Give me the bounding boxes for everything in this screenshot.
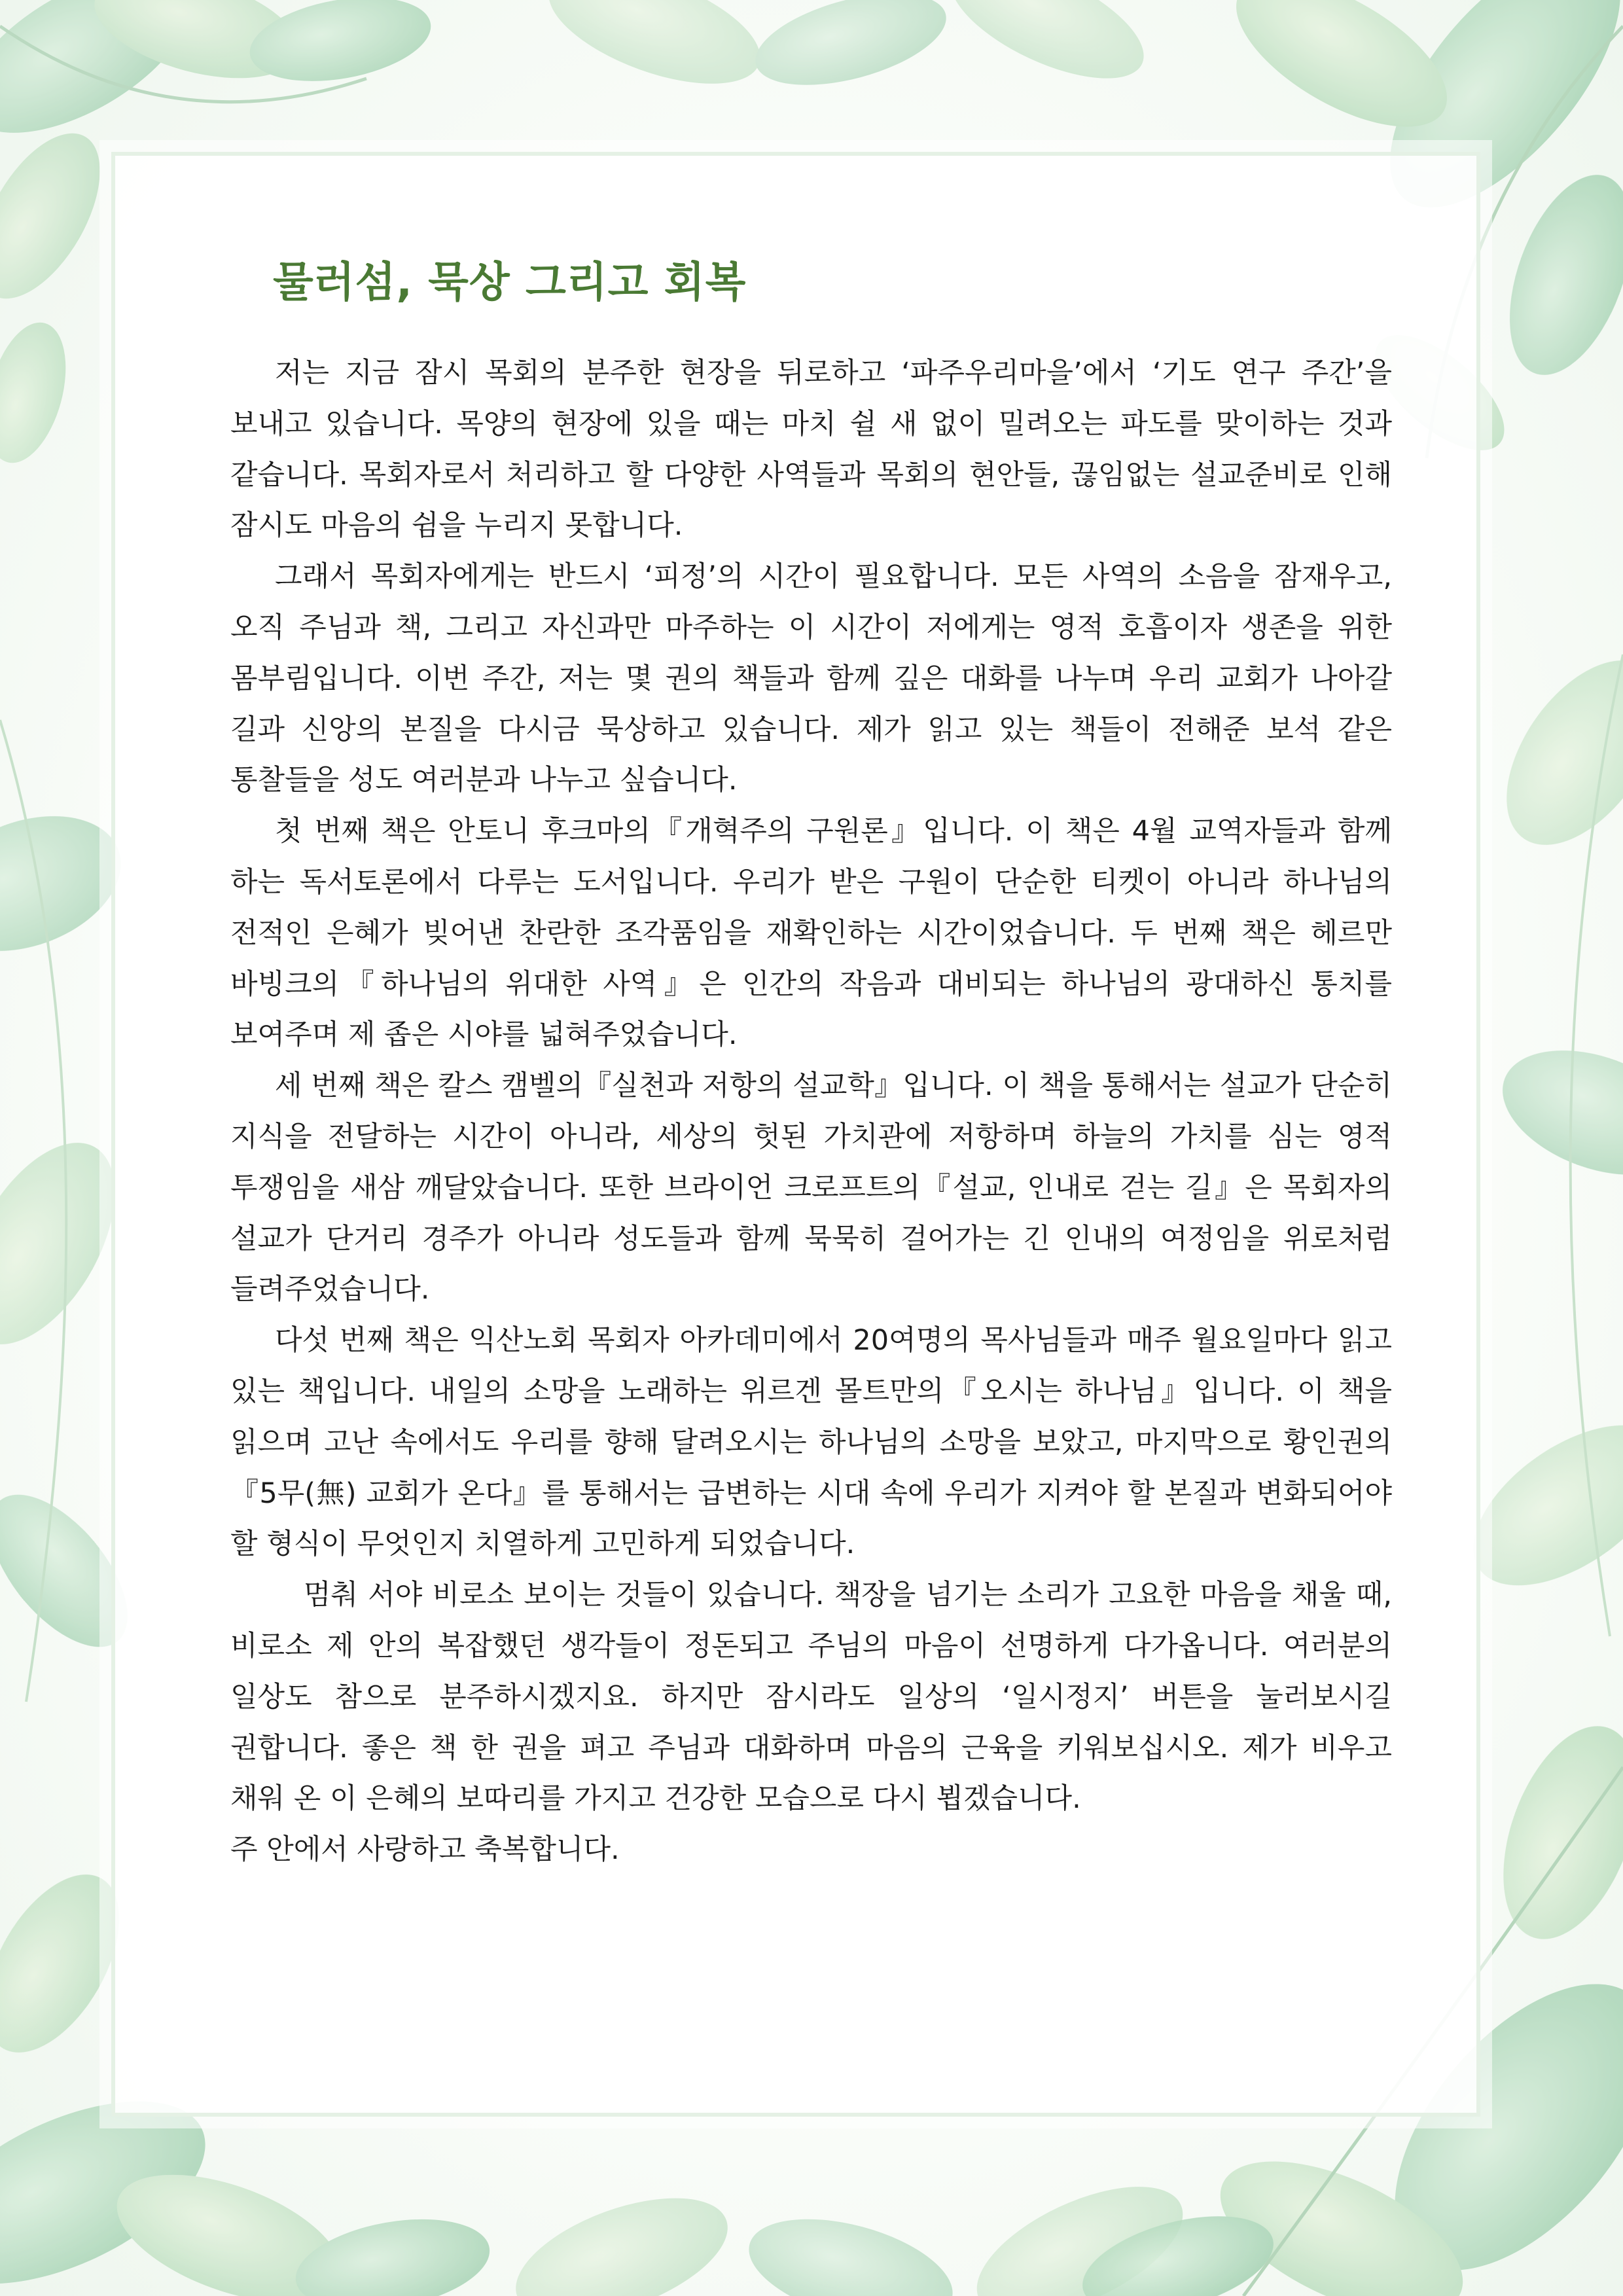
- paragraph-4: 세 번째 책은 칼스 캠벨의『실천과 저항의 설교학』입니다. 이 책을 통해서는 설교가 단순히 지식을 전달하는 시간이 아니라, 세상의 헛된 가치관에 저항하며 하늘의 가치를 심는 영적 투쟁임을 새삼 깨달았습니다. 또한 브라이언 크로프트의『설교, 인내로 걷는 길』은 목회자의 설교가 단거리 경주가 아니라 성도들과 함께 묵묵히 걸어가는 긴 인내의 여정임을 위로처럼 들려주었습니다.: [230, 1069, 1392, 1306]
- paragraph-3: 첫 번째 책은 안토니 후크마의『개혁주의 구원론』입니다. 이 책은 4월 교역자들과 함께 하는 독서토론에서 다루는 도서입니다. 우리가 받은 구원이 단순한 티켓이 아니라 하나님의 전적인 은혜가 빚어낸 찬란한 조각품임을 재확인하는 시간이었습니다. 두 번째 책은 헤르만 바빙크의『하나님의 위대한 사역』은 인간의 작음과 대비되는 하나님의 광대하신 통치를 보여주며 제 좁은 시야를 넓혀주었습니다.: [230, 815, 1392, 1052]
- top-center-leaves: [534, 0, 1160, 107]
- letter-title: 물러섬, 묵상 그리고 회복: [273, 259, 747, 307]
- closing-blessing: 주 안에서 사랑하고 축복합니다.: [230, 1833, 620, 1867]
- paragraph-1: 저는 지금 잠시 목회의 분주한 현장을 뒤로하고 ‘파주우리마을’에서 ‘기도 연구 주간’을 보내고 있습니다. 목양의 현장에 있을 때는 마치 쉴 새 없이 밀려오는 파도를 맞이하는 것과 같습니다. 목회자로서 처리하고 할 다양한 사역들과 목회의 현안들, 끊임없는 설교준비로 인해 잠시도 마음의 쉼을 누리지 못합니다.: [230, 357, 1392, 543]
- paragraph-6: 멈춰 서야 비로소 보이는 것들이 있습니다. 책장을 넘기는 소리가 고요한 마음을 채울 때, 비로소 제 안의 복잡했던 생각들이 정돈되고 주님의 마음이 선명하게 다가옵니다. 여러분의 일상도 참으로 분주하시겠지요. 하지만 잠시라도 일상의 ‘일시정지’ 버튼을 눌러보시길 권합니다. 좋은 책 한 권을 펴고 주님과 대화하며 마음의 근육을 키워보십시오. 제가 비우고 채워 온 이 은혜의 보따리를 가지고 건강한 모습으로 다시 뵙겠습니다.: [230, 1579, 1392, 1816]
- paragraph-5: 다섯 번째 책은 익산노회 목회자 아카데미에서 20여명의 목사님들과 매주 월요일마다 읽고 있는 책입니다. 내일의 소망을 노래하는 위르겐 몰트만의『오시는 하나님』입니다. 이 책을 읽으며 고난 속에서도 우리를 향해 달려오시는 하나님의 소망을 보았고, 마지막으로 황인권의『5무(無) 교회가 온다』를 통해서는 급변하는 시대 속에 우리가 지켜야 할 본질과 변화되어야 할 형식이 무엇인지 치열하게 고민하게 되었습니다.: [230, 1324, 1392, 1561]
- letter-content: [230, 249, 1392, 1876]
- paragraph-2: 그래서 목회자에게는 반드시 ‘피정’의 시간이 필요합니다. 모든 사역의 소음을 잠재우고, 오직 주님과 책, 그리고 자신과만 마주하는 이 시간이 저에게는 영적 호흡이자 생존을 위한 몸부림입니다. 이번 주간, 저는 몇 권의 책들과 함께 깊은 대화를 나누며 우리 교회가 나아갈 길과 신앙의 본질을 다시금 묵상하고 있습니다. 제가 읽고 있는 책들이 전해준 보석 같은 통찰들을 성도 여러분과 나누고 싶습니다.: [230, 560, 1392, 797]
